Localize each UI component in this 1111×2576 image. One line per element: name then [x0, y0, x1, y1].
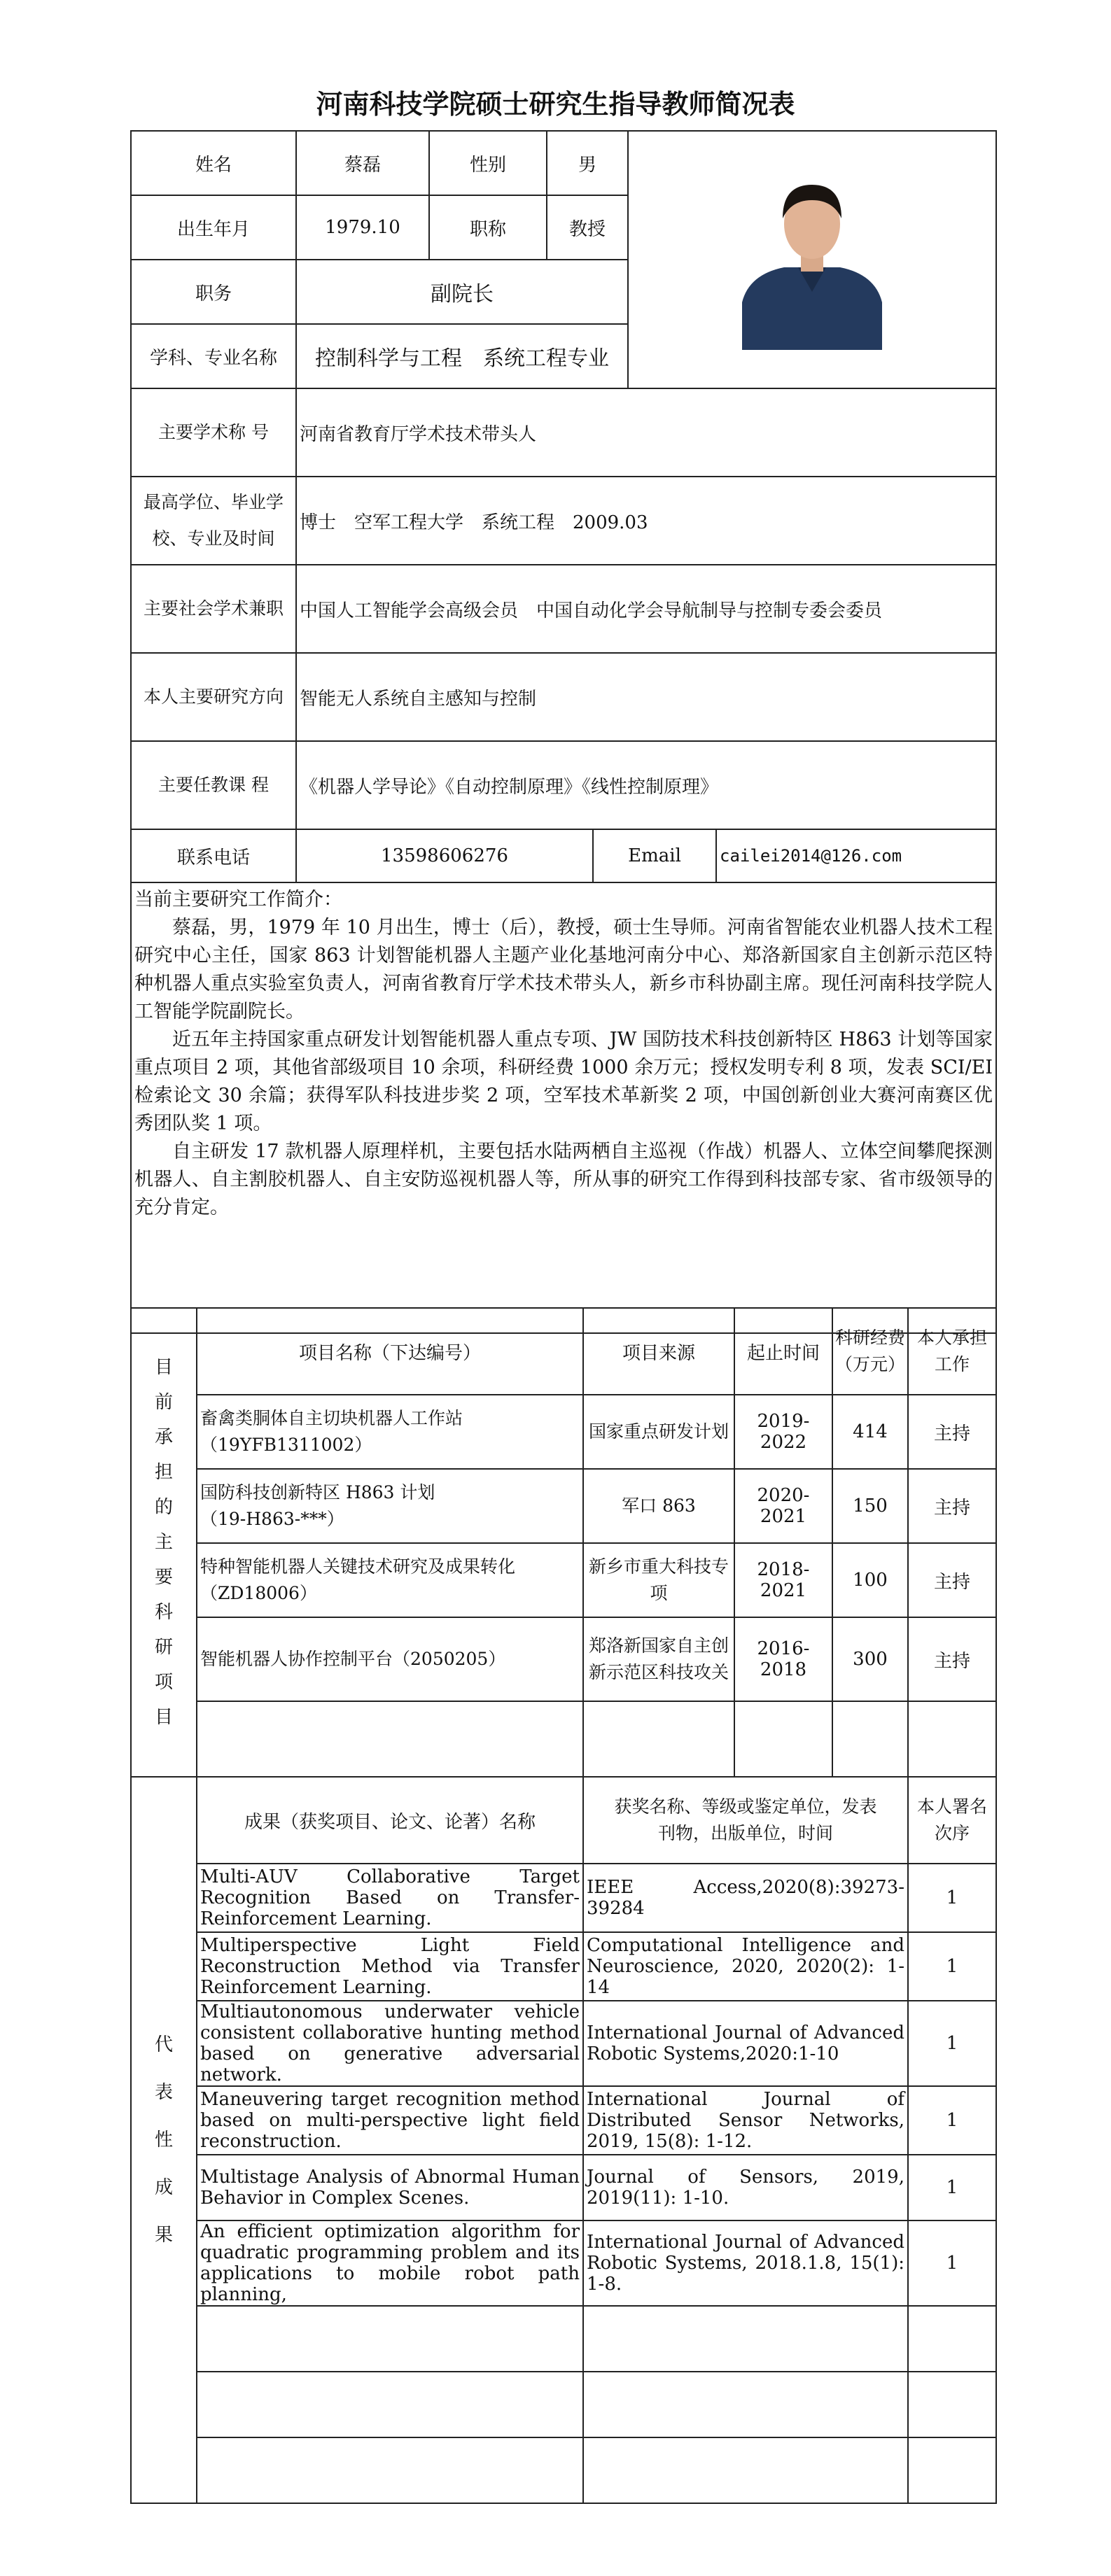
- project-role-header: 本人承担工作: [908, 1308, 996, 1395]
- phone-label: 联系电话: [131, 829, 296, 882]
- project-period: 2019-2022: [734, 1395, 832, 1469]
- projects-section-label: 目前承担的主要科研项目: [131, 1308, 197, 1777]
- major-label: 学科、专业名称: [131, 324, 296, 388]
- table-row-empty: [131, 2372, 996, 2437]
- table-row-empty: [131, 2437, 996, 2503]
- portrait-photo: [742, 169, 882, 350]
- table-row: [131, 1543, 996, 1617]
- project-funds-header: 科研经费（万元）: [832, 1308, 908, 1395]
- table-row: [131, 2155, 996, 2220]
- table-row: [131, 1617, 996, 1701]
- project-funds: 100: [832, 1543, 908, 1617]
- achievement-venue: International Journal of Advanced Robotic Systems, 2018.1.8, 15(1): 1-8.: [583, 2220, 908, 2306]
- project-name: 智能机器人协作控制平台（2050205）: [197, 1617, 583, 1701]
- project-period: 2016-2018: [734, 1617, 832, 1701]
- achievement-rank-header: 本人署名次序: [908, 1777, 996, 1864]
- achievement-venue: IEEE Access,2020(8):39273-39284: [583, 1864, 908, 1932]
- table-row: [131, 2001, 996, 2086]
- table-row: [131, 1395, 996, 1469]
- achievement-name: Multi-AUV Collaborative Target Recognition Based on Transfer-Reinforcement Learning.: [197, 1864, 583, 1932]
- duty-value: 副院长: [296, 260, 628, 324]
- projects-achievements-table: [130, 1307, 997, 2504]
- achievement-rank: 1: [908, 2155, 996, 2220]
- project-role: 主持: [908, 1617, 996, 1701]
- social-label: 主要社会学术兼职: [131, 565, 296, 653]
- table-row: [131, 2086, 996, 2155]
- email-label: Email: [593, 829, 716, 882]
- project-name: 国防科技创新特区 H863 计划 （19-H863-***）: [197, 1469, 583, 1543]
- gender-label: 性别: [429, 131, 547, 195]
- achievement-venue: International Journal of Distributed Sensor Networks, 2019, 15(8): 1-12.: [583, 2086, 908, 2155]
- project-period: 2018-2021: [734, 1543, 832, 1617]
- achievement-rank: 1: [908, 2001, 996, 2086]
- email-value: cailei2014@126.com: [716, 829, 996, 882]
- academic-title-label: 主要学术称 号: [131, 388, 296, 477]
- achievement-venue-header: 获奖名称、等级或鉴定单位，发表刊物，出版单位，时间: [583, 1777, 908, 1864]
- achievement-name: Multistage Analysis of Abnormal Human Behavior in Complex Scenes.: [197, 2155, 583, 2220]
- name-label: 姓名: [131, 131, 296, 195]
- project-source-header: 项目来源: [583, 1308, 734, 1395]
- intro-paragraph-1: 蔡磊，男，1979 年 10 月出生，博士（后），教授，硕士生导师。河南省智能农业机器人技术工程研究中心主任，国家 863 计划智能机器人主题产业化基地河南分中心、郑洛新国家自主创新示范区特种机器人重点实验室负责人，河南省教育厅学术技术带头人，新乡市科协副主席。现任河南科技学院人工智能学院副院长。: [134, 917, 993, 1022]
- title-label: 职称: [429, 195, 547, 260]
- achievement-rank: 1: [908, 1864, 996, 1932]
- achievement-name: Multiautonomous underwater vehicle consistent collaborative hunting method based on generative adversarial network.: [197, 2001, 583, 2086]
- photo-cell: [628, 131, 996, 388]
- project-name: 特种智能机器人关键技术研究及成果转化 （ZD18006）: [197, 1543, 583, 1617]
- project-funds: 300: [832, 1617, 908, 1701]
- birth-label: 出生年月: [131, 195, 296, 260]
- major-value: 控制科学与工程 系统工程专业: [296, 324, 628, 388]
- academic-title-value: 河南省教育厅学术技术带头人: [296, 388, 996, 477]
- research-intro: [131, 882, 996, 1333]
- project-period: 2020-2021: [734, 1469, 832, 1543]
- project-name: 畜禽类胴体自主切块机器人工作站 （19YFB1311002）: [197, 1395, 583, 1469]
- achievement-venue: Computational Intelligence and Neuroscience, 2020, 2020(2): 1-14: [583, 1932, 908, 2001]
- project-source: 郑洛新国家自主创新示范区科技攻关: [583, 1617, 734, 1701]
- achievement-name: Multiperspective Light Field Reconstruction Method via Transfer Reinforcement Learning.: [197, 1932, 583, 2001]
- project-funds: 414: [832, 1395, 908, 1469]
- table-row-empty: [131, 2306, 996, 2372]
- project-name-header: 项目名称（下达编号）: [197, 1308, 583, 1395]
- research-label: 本人主要研究方向: [131, 653, 296, 741]
- table-row: [131, 2220, 996, 2306]
- intro-paragraph-2: 近五年主持国家重点研发计划智能机器人重点专项、JW 国防技术科技创新特区 H863 计划等国家重点项目 2 项，其他省部级项目 10 余项，科研经费 1000 余万元；授权发明专利 8 项，发表 SCI/EI 检索论文 30 余篇；获得军队科技进步奖 2 项，空军技术革新奖 2 项，中国创新创业大赛河南赛区优秀团队奖 1 项。: [134, 1029, 993, 1134]
- achievement-rank: 1: [908, 2086, 996, 2155]
- achievement-venue: International Journal of Advanced Robotic Systems,2020:1-10: [583, 2001, 908, 2086]
- project-funds: 150: [832, 1469, 908, 1543]
- courses-label: 主要任教课 程: [131, 741, 296, 829]
- social-value: 中国人工智能学会高级会员 中国自动化学会导航制导与控制专委会委员: [296, 565, 996, 653]
- achievement-venue: Journal of Sensors, 2019, 2019(11): 1-10.: [583, 2155, 908, 2220]
- achievement-rank: 1: [908, 2220, 996, 2306]
- title-value: 教授: [547, 195, 628, 260]
- courses-value: 《机器人学导论》《自动控制原理》《线性控制原理》: [296, 741, 996, 829]
- project-source: 军口 863: [583, 1469, 734, 1543]
- achievement-name-header: 成果（获奖项目、论文、论著）名称: [197, 1777, 583, 1864]
- achievement-name: Maneuvering target recognition method based on multi-perspective light field reconstruction.: [197, 2086, 583, 2155]
- basic-info-table: [130, 130, 997, 1334]
- achievements-section-label: 代表性成果: [131, 1777, 197, 2503]
- degree-value: 博士 空军工程大学 系统工程 2009.03: [296, 477, 996, 565]
- table-row-empty: [131, 1701, 996, 1777]
- intro-heading: 当前主要研究工作简介：: [134, 889, 342, 910]
- table-row: [131, 1469, 996, 1543]
- degree-label: 最高学位、毕业学校、专业及时间: [131, 477, 296, 565]
- achievement-rank: 1: [908, 1932, 996, 2001]
- research-value: 智能无人系统自主感知与控制: [296, 653, 996, 741]
- table-row: [131, 1864, 996, 1932]
- project-source: 新乡市重大科技专项: [583, 1543, 734, 1617]
- project-source: 国家重点研发计划: [583, 1395, 734, 1469]
- duty-label: 职务: [131, 260, 296, 324]
- project-period-header: 起止时间: [734, 1308, 832, 1395]
- page-title: 河南科技学院硕士研究生指导教师简况表: [316, 89, 795, 120]
- name-value: 蔡磊: [296, 131, 429, 195]
- birth-value: 1979.10: [296, 195, 429, 260]
- project-role: 主持: [908, 1543, 996, 1617]
- table-row: [131, 1932, 996, 2001]
- intro-paragraph-3: 自主研发 17 款机器人原理样机，主要包括水陆两栖自主巡视（作战）机器人、立体空间攀爬探测机器人、自主割胶机器人、自主安防巡视机器人等，所从事的研究工作得到科技部专家、省市级领导的充分肯定。: [134, 1141, 993, 1218]
- gender-value: 男: [547, 131, 628, 195]
- project-role: 主持: [908, 1469, 996, 1543]
- phone-value: 13598606276: [296, 829, 593, 882]
- project-role: 主持: [908, 1395, 996, 1469]
- achievement-name: An efficient optimization algorithm for quadratic programming problem and its applications to mobile robot path planning,: [197, 2220, 583, 2306]
